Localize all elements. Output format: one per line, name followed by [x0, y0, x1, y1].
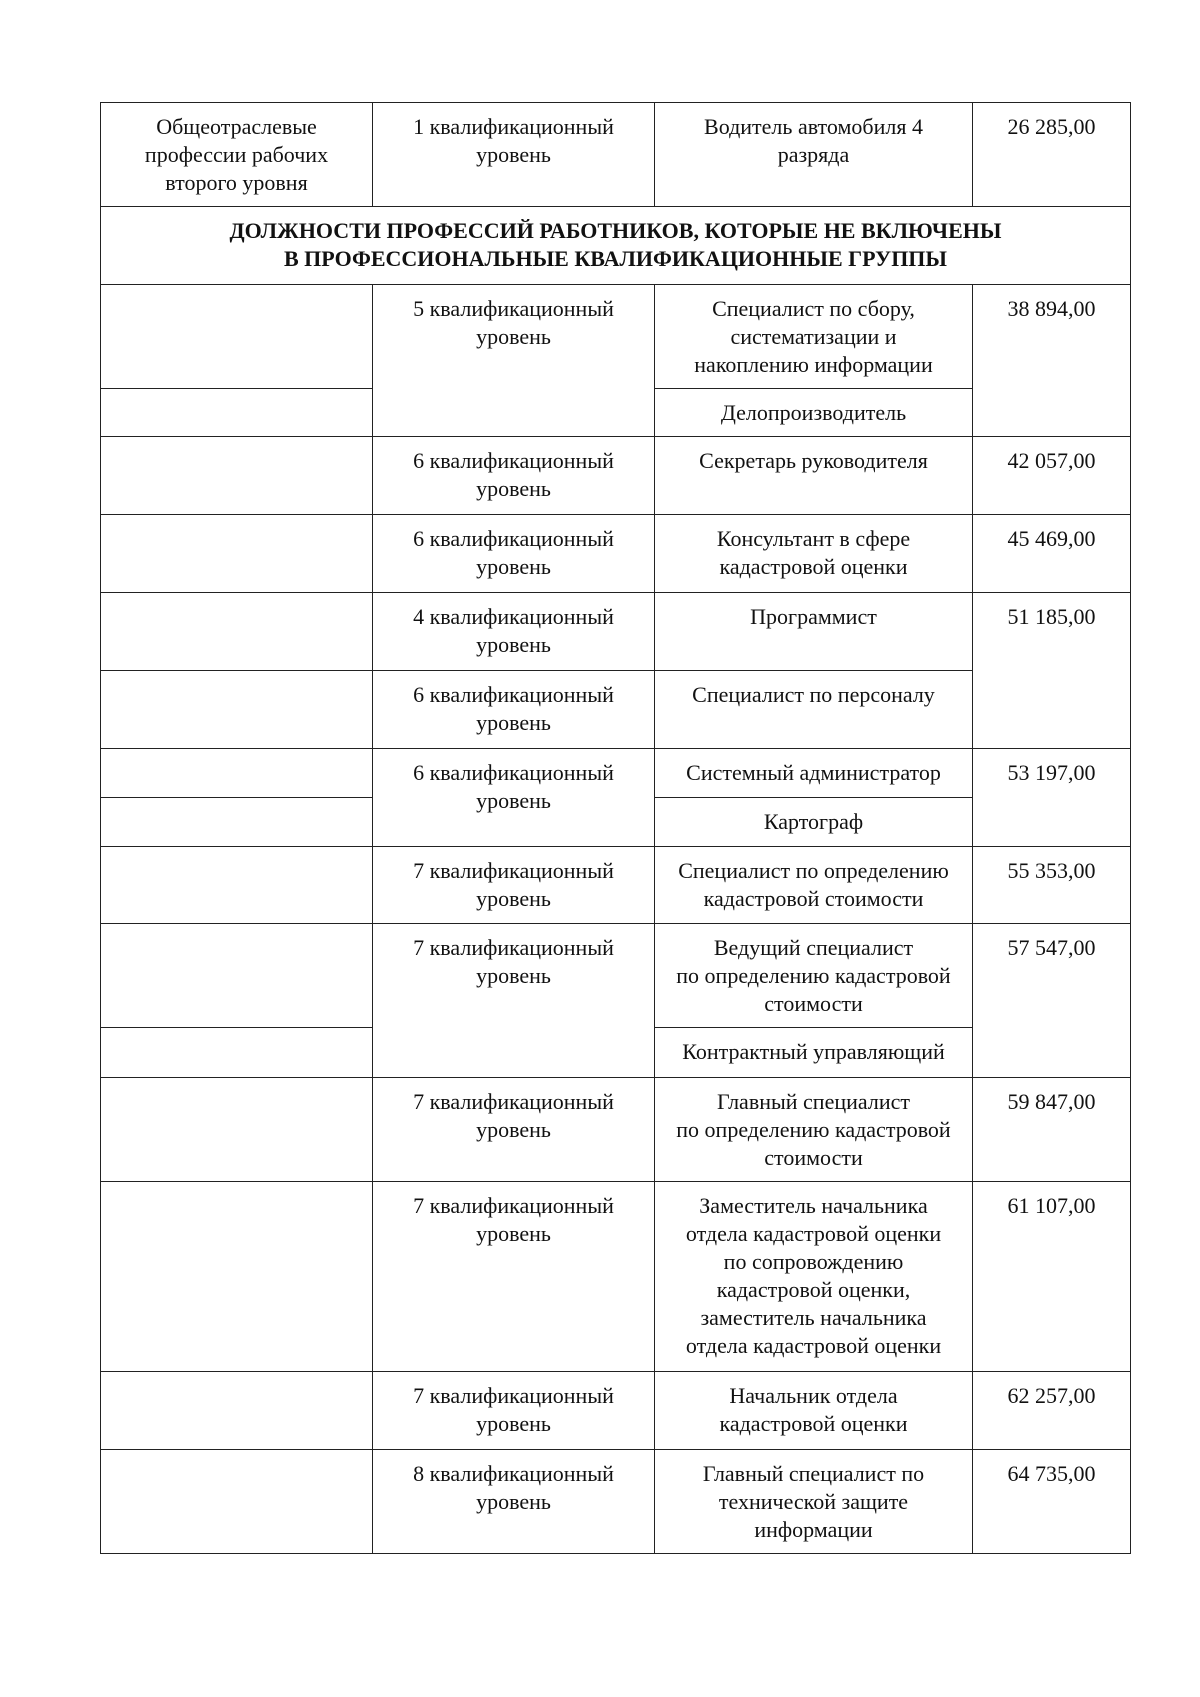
position-cell: [655, 389, 973, 437]
level-text: 7 квалификационный: [413, 1089, 614, 1114]
position-text: по сопровождению: [723, 1249, 904, 1274]
group-cell: [101, 1450, 373, 1554]
level-cell: [373, 1182, 655, 1372]
position-text: стоимости: [764, 991, 863, 1016]
group-text: второго уровня: [165, 170, 308, 195]
section-header-line: ДОЛЖНОСТИ ПРОФЕССИЙ РАБОТНИКОВ, КОТОРЫЕ НЕ ВКЛЮЧЕНЫ: [229, 218, 1002, 243]
table-row: [101, 593, 1131, 671]
position-text: заместитель начальника: [700, 1305, 927, 1330]
group-cell: [101, 671, 373, 749]
level-text: уровень: [476, 1117, 551, 1142]
position-text: систематизации и: [730, 324, 897, 349]
level-text: 7 квалификационный: [413, 935, 614, 960]
level-cell: [373, 593, 655, 671]
table-row: [101, 749, 1131, 798]
position-cell: [655, 924, 973, 1028]
level-cell: [373, 671, 655, 749]
table-row: [101, 924, 1131, 1028]
position-text: по определению кадастровой: [676, 1117, 951, 1142]
salary-cell: 42 057,00: [973, 437, 1131, 515]
level-text: уровень: [476, 1411, 551, 1436]
group-text: профессии рабочих: [144, 142, 329, 167]
group-cell: [101, 847, 373, 924]
level-cell: [373, 515, 655, 593]
group-cell: [101, 1078, 373, 1182]
position-cell: [655, 749, 973, 798]
salary-cell: 53 197,00: [973, 749, 1131, 847]
salary-cell: 57 547,00: [973, 924, 1131, 1078]
salary-cell: 62 257,00: [973, 1372, 1131, 1450]
level-text: уровень: [476, 324, 551, 349]
position-text: технической защите: [718, 1489, 909, 1514]
position-cell: [655, 671, 973, 749]
position-text: Специалист по определению: [678, 858, 949, 883]
position-text: Картограф: [763, 809, 864, 834]
position-text: информации: [754, 1517, 873, 1542]
position-text: Секретарь руководителя: [699, 448, 928, 473]
group-cell: [101, 1028, 373, 1078]
group-cell: [101, 285, 373, 389]
table-row: [101, 1372, 1131, 1450]
level-cell: [373, 924, 655, 1078]
salary-cell: 26 285,00: [973, 103, 1131, 207]
level-text: уровень: [476, 963, 551, 988]
position-cell: [655, 1372, 973, 1450]
level-cell: [373, 1372, 655, 1450]
position-text: Программист: [750, 604, 877, 629]
table-row: [101, 437, 1131, 515]
position-cell: [655, 1078, 973, 1182]
position-cell: [655, 285, 973, 389]
position-text: Системный администратор: [686, 760, 941, 785]
group-cell: [101, 437, 373, 515]
section-header-row: [101, 207, 1131, 285]
level-text: уровень: [476, 710, 551, 735]
position-cell: [655, 1028, 973, 1078]
level-text: уровень: [476, 142, 551, 167]
level-cell: [373, 285, 655, 437]
level-text: 7 квалификационный: [413, 1383, 614, 1408]
position-cell: [655, 847, 973, 924]
position-text: Специалист по сбору,: [712, 296, 915, 321]
position-text: кадастровой стоимости: [703, 886, 924, 911]
salary-table: [100, 102, 1131, 1554]
section-header-line: В ПРОФЕССИОНАЛЬНЫЕ КВАЛИФИКАЦИОННЫЕ ГРУППЫ: [283, 246, 948, 271]
position-text: разряда: [777, 142, 850, 167]
position-cell: [655, 798, 973, 847]
table-row: [101, 285, 1131, 389]
salary-cell: 38 894,00: [973, 285, 1131, 437]
level-text: уровень: [476, 788, 551, 813]
level-text: уровень: [476, 886, 551, 911]
position-cell: [655, 593, 973, 671]
level-text: 6 квалификационный: [413, 526, 614, 551]
table-row: [101, 515, 1131, 593]
level-text: уровень: [476, 476, 551, 501]
level-cell: [373, 437, 655, 515]
salary-cell: 51 185,00: [973, 593, 1131, 749]
position-cell: [655, 103, 973, 207]
position-cell: [655, 1182, 973, 1372]
level-text: 6 квалификационный: [413, 448, 614, 473]
position-text: Ведущий специалист: [713, 935, 914, 960]
position-text: Главный специалист по: [702, 1461, 925, 1486]
level-text: 1 квалификационный: [413, 114, 614, 139]
position-cell: [655, 437, 973, 515]
position-text: кадастровой оценки: [719, 1411, 908, 1436]
level-cell: [373, 1078, 655, 1182]
position-text: стоимости: [764, 1145, 863, 1170]
group-text: Общеотраслевые: [156, 114, 317, 139]
level-text: 5 квалификационный: [413, 296, 614, 321]
table-row: [101, 1450, 1131, 1554]
level-cell: [373, 847, 655, 924]
group-cell: [101, 103, 373, 207]
position-text: Заместитель начальника: [699, 1193, 928, 1218]
level-text: 8 квалификационный: [413, 1461, 614, 1486]
group-cell: [101, 1182, 373, 1372]
level-text: уровень: [476, 1489, 551, 1514]
level-text: уровень: [476, 554, 551, 579]
position-text: Консультант в сфере: [716, 526, 911, 551]
salary-cell: 59 847,00: [973, 1078, 1131, 1182]
position-text: отдела кадастровой оценки: [685, 1333, 942, 1358]
salary-cell: 55 353,00: [973, 847, 1131, 924]
level-text: 6 квалификационный: [413, 760, 614, 785]
group-cell: [101, 798, 373, 847]
position-cell: [655, 1450, 973, 1554]
salary-cell: 64 735,00: [973, 1450, 1131, 1554]
position-text: кадастровой оценки,: [716, 1277, 911, 1302]
table-row: [101, 847, 1131, 924]
group-cell: [101, 1372, 373, 1450]
position-text: Водитель автомобиля 4: [704, 114, 923, 139]
group-cell: [101, 924, 373, 1028]
level-cell: [373, 103, 655, 207]
position-text: отдела кадастровой оценки: [685, 1221, 942, 1246]
group-cell: [101, 515, 373, 593]
position-text: Специалист по персоналу: [692, 682, 935, 707]
group-cell: [101, 749, 373, 798]
level-text: уровень: [476, 632, 551, 657]
level-cell: [373, 1450, 655, 1554]
position-text: по определению кадастровой: [676, 963, 951, 988]
salary-cell: 61 107,00: [973, 1182, 1131, 1372]
level-text: 7 квалификационный: [413, 1193, 614, 1218]
position-text: Делопроизводитель: [720, 400, 907, 425]
level-cell: [373, 749, 655, 847]
position-text: Контрактный управляющий: [682, 1039, 945, 1064]
table-row: [101, 103, 1131, 207]
position-text: Главный специалист: [717, 1089, 910, 1114]
level-text: 7 квалификационный: [413, 858, 614, 883]
position-text: Начальник отдела: [729, 1383, 898, 1408]
position-cell: [655, 515, 973, 593]
group-cell: [101, 593, 373, 671]
level-text: уровень: [476, 1221, 551, 1246]
section-header: [101, 207, 1131, 285]
group-cell: [101, 389, 373, 437]
level-text: 6 квалификационный: [413, 682, 614, 707]
position-text: накоплению информации: [694, 352, 933, 377]
salary-cell: 45 469,00: [973, 515, 1131, 593]
position-text: кадастровой оценки: [719, 554, 908, 579]
table-row: [101, 1182, 1131, 1372]
level-text: 4 квалификационный: [413, 604, 614, 629]
table-row: [101, 1078, 1131, 1182]
